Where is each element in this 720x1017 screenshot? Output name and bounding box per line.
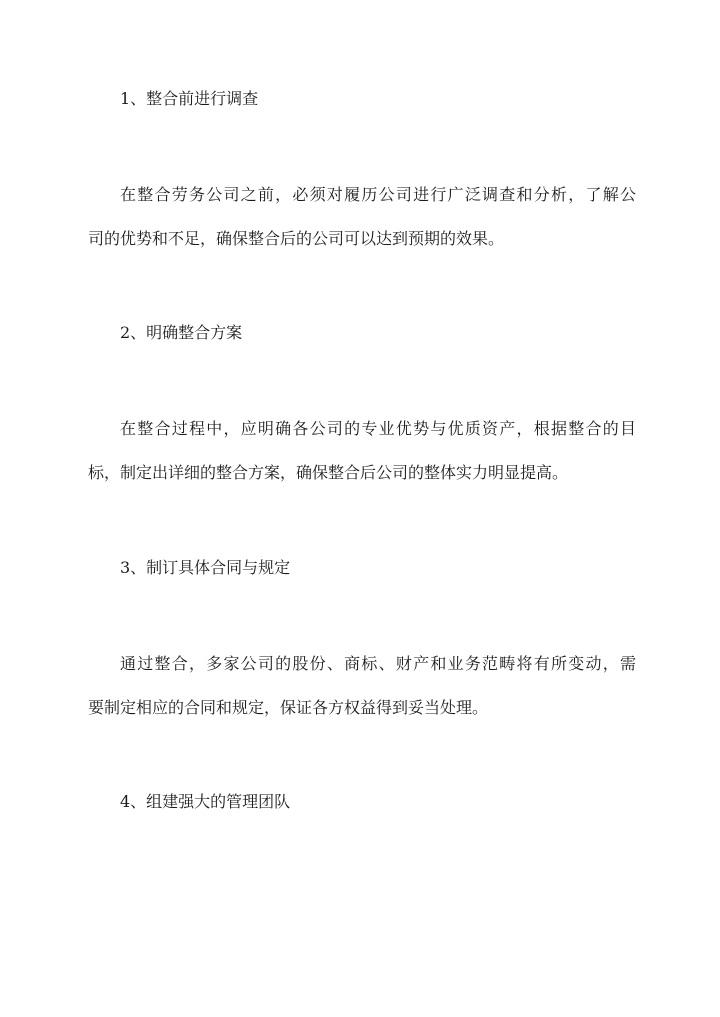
paragraph-line: 通过整合，多家公司的股份、商标、财产和业务范畴将有所变动，需 — [120, 654, 636, 673]
paragraph-line: 在整合劳务公司之前，必须对履历公司进行广泛调查和分析，了解公 — [120, 185, 636, 204]
paragraph-line: 标，制定出详细的整合方案，确保整合后公司的整体实力明显提高。 — [88, 463, 569, 482]
section-3-heading: 3、制订具体合同与规定 — [120, 558, 291, 577]
section-1-heading: 1、整合前进行调查 — [120, 89, 259, 108]
paragraph-line: 在整合过程中，应明确各公司的专业优势与优质资产，根据整合的目 — [120, 419, 636, 438]
section-2-paragraph — [88, 419, 636, 483]
section-3-paragraph — [88, 654, 636, 718]
section-1-paragraph — [88, 185, 636, 249]
section-2-heading: 2、明确整合方案 — [120, 323, 243, 342]
paragraph-line: 司的优势和不足，确保整合后的公司可以达到预期的效果。 — [88, 229, 505, 248]
section-4-heading: 4、组建强大的管理团队 — [120, 792, 291, 811]
paragraph-line: 要制定相应的合同和规定，保证各方权益得到妥当处理。 — [88, 698, 489, 717]
